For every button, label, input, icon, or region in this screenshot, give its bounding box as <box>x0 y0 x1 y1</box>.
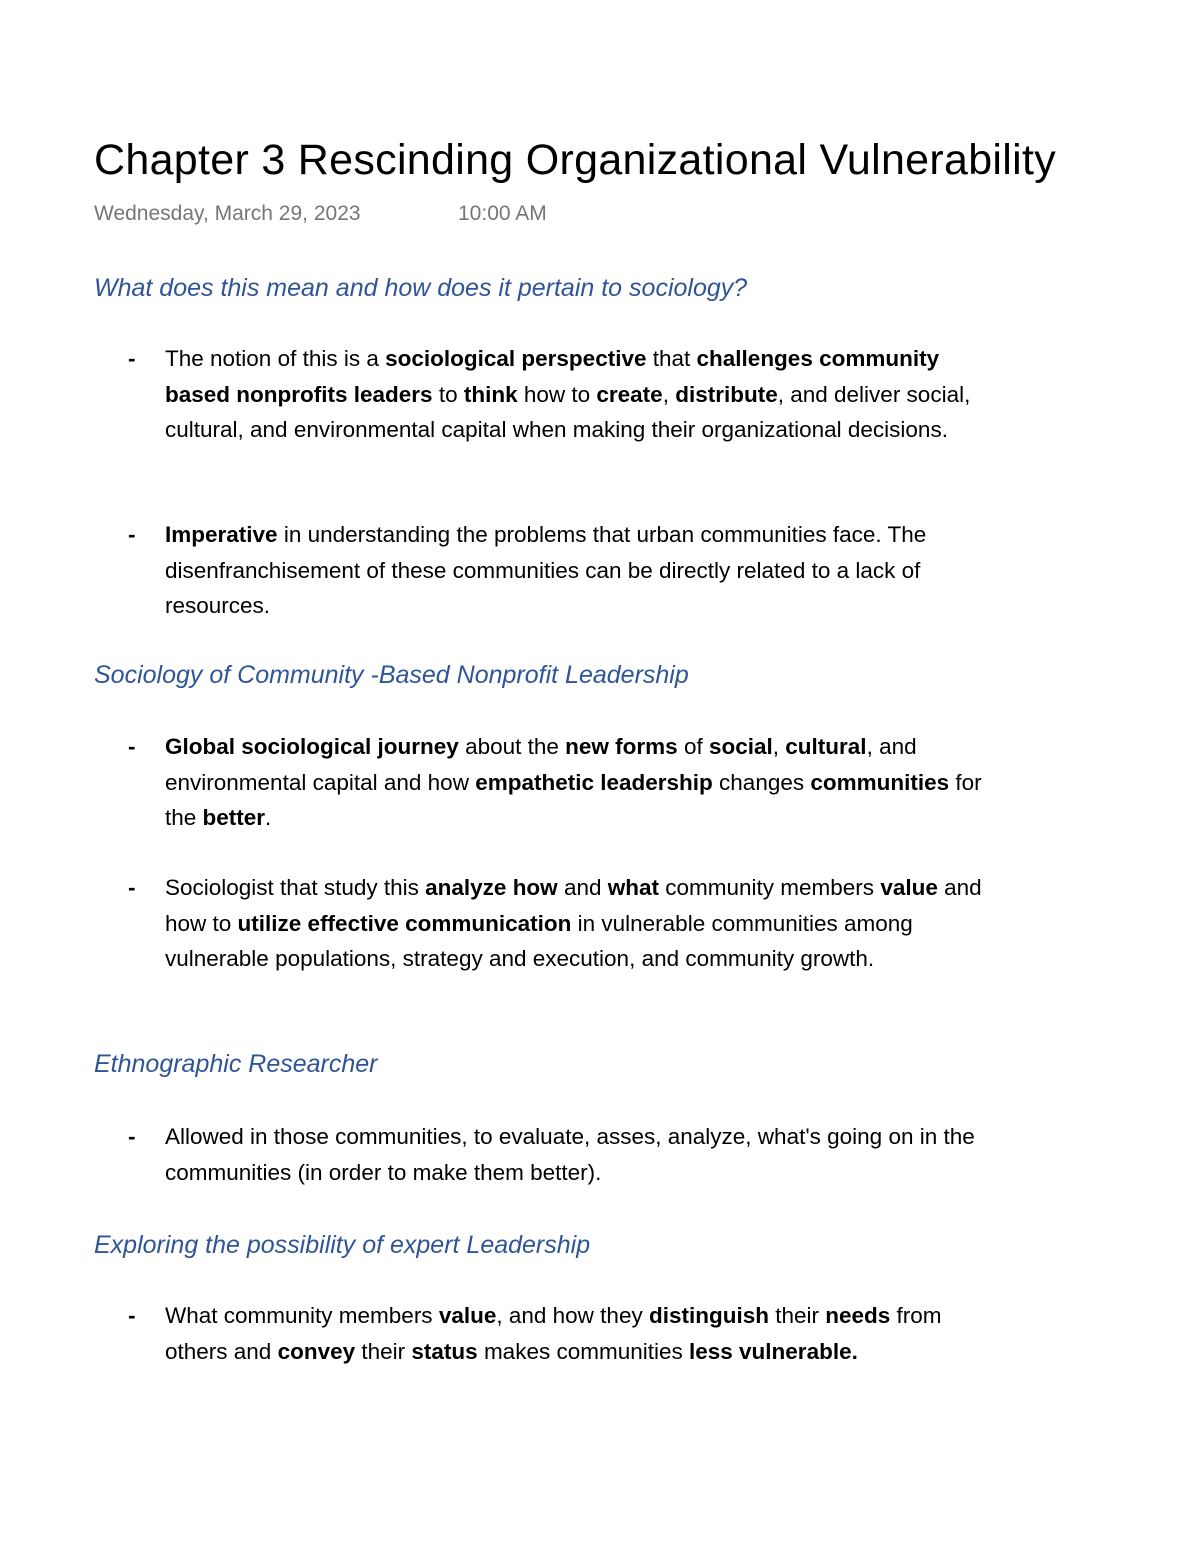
list-item <box>128 1298 1008 1369</box>
section-heading: What does this mean and how does it pertain to sociology? <box>94 274 748 302</box>
list-item <box>128 1119 1008 1190</box>
list-item-text <box>165 870 1008 977</box>
text-run: in vulnerable communities among vulnerable populations, strategy and execution, and community growth. <box>165 910 913 971</box>
section-heading: Ethnographic Researcher <box>94 1050 378 1078</box>
bold-text-run: Global sociological journey <box>165 734 459 759</box>
bullet-dash: - <box>128 1303 136 1328</box>
text-run: community members <box>659 875 881 900</box>
list-item <box>128 870 1008 977</box>
text-run: . <box>265 805 272 830</box>
text-run: Sociologist that study this <box>165 875 426 900</box>
text-run: about the <box>458 734 566 759</box>
bold-text-run: challenges community based nonprofits leaders <box>165 346 940 407</box>
text-run: Allowed in those communities, to evaluate, asses, analyze, what's going on in the communities (in order to make them better). <box>165 1124 975 1185</box>
text-run: What community members <box>165 1303 439 1328</box>
text-run: of <box>677 734 709 759</box>
page-meta <box>94 200 547 228</box>
bold-text-run: needs <box>825 1303 891 1328</box>
bold-text-run: social <box>708 734 773 759</box>
text-run: from others and <box>165 1303 942 1364</box>
bold-text-run: analyze how <box>425 875 558 900</box>
text-run: , <box>662 381 676 407</box>
bullet-dash: - <box>128 346 136 371</box>
list-item <box>128 729 1008 836</box>
list-item-text <box>165 729 1008 836</box>
bullet-dash: - <box>128 875 136 900</box>
bold-text-run: status <box>411 1338 478 1364</box>
bold-text-run: distinguish <box>648 1303 769 1328</box>
bold-text-run: empathetic leadership <box>475 769 713 795</box>
text-run: their <box>768 1303 826 1328</box>
text-run: changes <box>712 769 811 795</box>
list-item-text <box>165 517 1008 624</box>
bold-text-run: sociological perspective <box>385 346 647 371</box>
bullet-dash: - <box>128 522 136 547</box>
list-item-text <box>165 1298 1008 1369</box>
text-run: and how to <box>165 875 982 936</box>
bold-text-run: communities <box>810 769 950 795</box>
list-item <box>128 341 1008 448</box>
bold-text-run: utilize effective communication <box>237 910 572 936</box>
text-run: their <box>355 1338 412 1364</box>
text-run: , and how they <box>496 1303 649 1328</box>
page-date: Wednesday, March 29, 2023 <box>94 202 361 225</box>
text-run: , and environmental capital and how <box>165 734 917 795</box>
bold-text-run: new forms <box>565 734 678 759</box>
section-heading: Exploring the possibility of expert Leadership <box>94 1231 591 1259</box>
bold-text-run: create <box>596 381 663 407</box>
text-run: to <box>432 381 464 407</box>
bullet-dash: - <box>128 1124 136 1149</box>
list-item-text <box>165 1119 1008 1190</box>
bold-text-run: value <box>438 1303 497 1328</box>
text-run: how to <box>517 381 597 407</box>
page-time: 10:00 AM <box>458 202 547 225</box>
bold-text-run: better <box>202 805 266 830</box>
bold-text-run: value <box>880 875 938 900</box>
section-heading: Sociology of Community -Based Nonprofit Leadership <box>94 661 689 689</box>
bold-text-run: less vulnerable. <box>689 1338 858 1364</box>
text-run: The notion of this is a <box>165 346 386 371</box>
text-run: and <box>557 875 608 900</box>
list-item-text <box>165 341 1008 448</box>
bold-text-run: cultural <box>785 734 867 759</box>
text-run: , <box>772 734 786 759</box>
text-run: for the <box>165 769 982 830</box>
bold-text-run: convey <box>277 1338 356 1364</box>
text-run: that <box>646 346 697 371</box>
list-item <box>128 517 1008 624</box>
bold-text-run: Imperative <box>165 522 278 547</box>
bold-text-run: what <box>607 875 659 900</box>
bullet-dash: - <box>128 734 136 759</box>
text-run: makes communities <box>477 1338 689 1364</box>
bold-text-run: distribute <box>675 381 778 407</box>
text-run: in understanding the problems that urban communities face. The disenfranchisement of these communities can be directly related to a lack of resources. <box>165 522 927 618</box>
bold-text-run: think <box>463 381 518 407</box>
page-title: Chapter 3 Rescinding Organizational Vulnerability <box>94 136 1057 184</box>
text-run: , and deliver social, cultural, and environmental capital when making their organizational decisions. <box>165 381 971 442</box>
